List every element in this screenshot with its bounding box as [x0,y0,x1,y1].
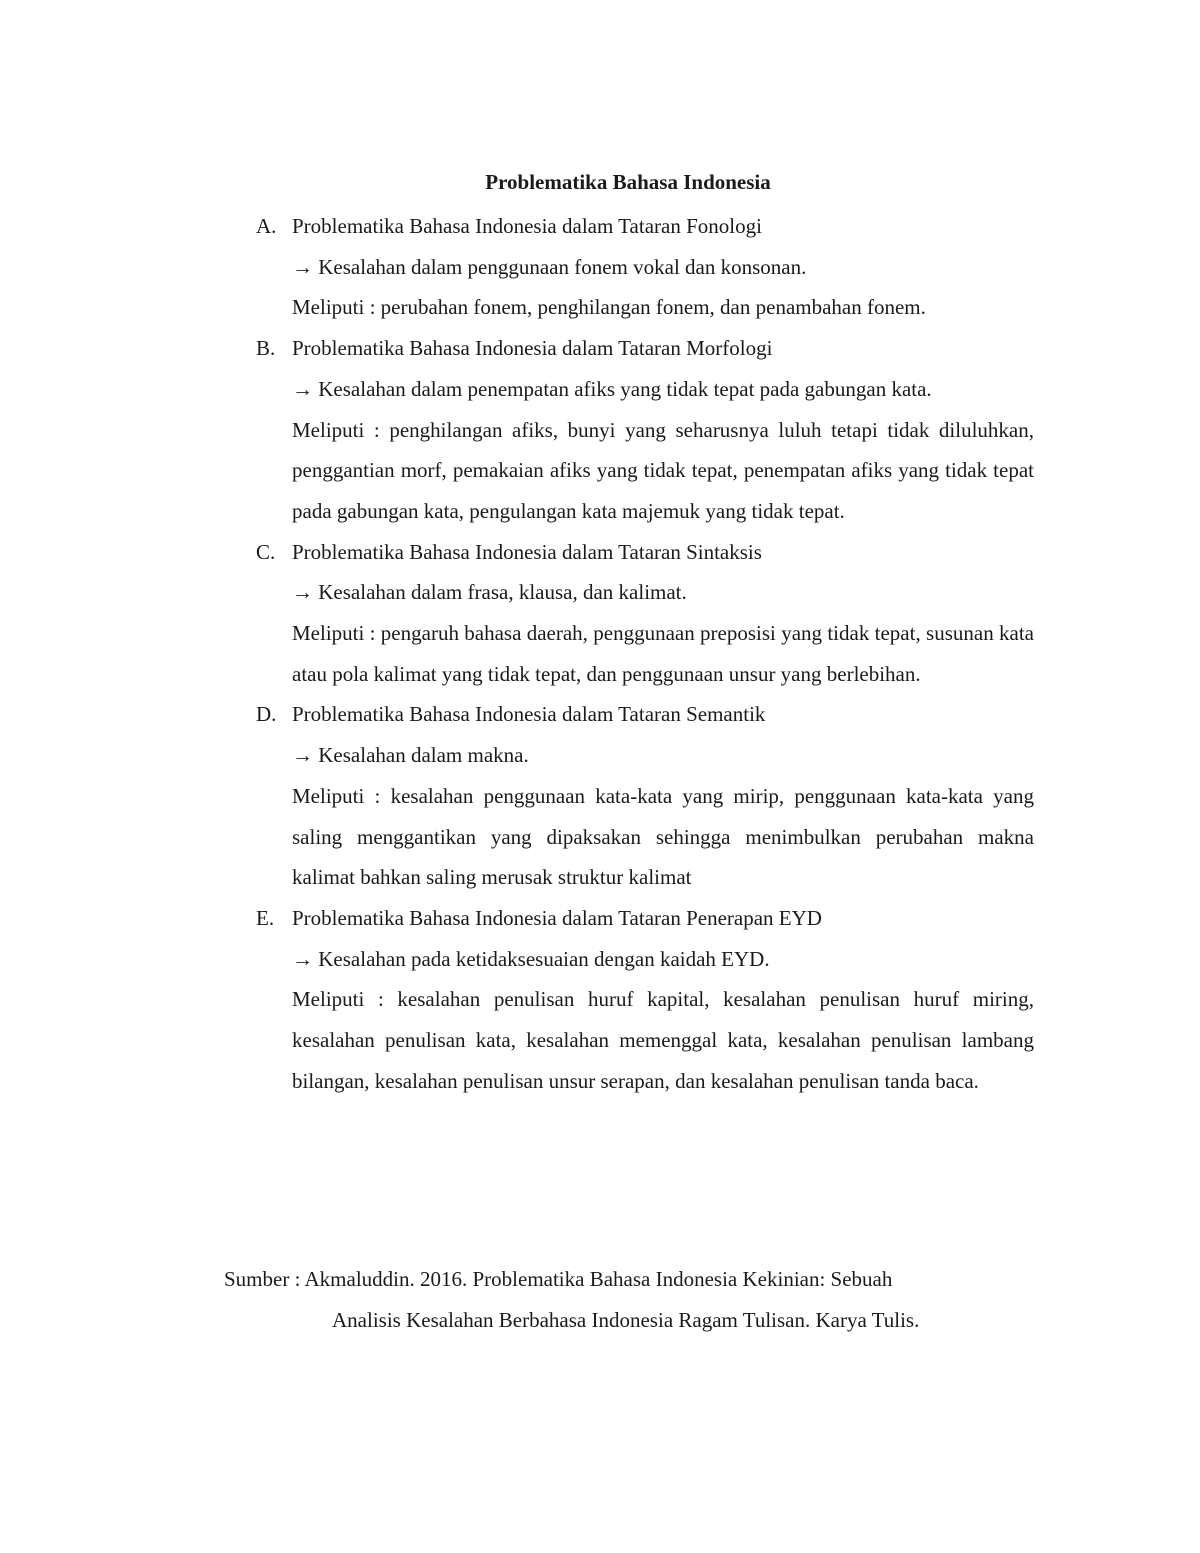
section-a [256,206,1034,328]
section-heading: Problematika Bahasa Indonesia dalam Tataran Morfologi [292,336,773,361]
section-heading: Problematika Bahasa Indonesia dalam Tataran Penerapan EYD [292,905,822,930]
section-letter: A. [256,214,277,238]
source-first-line: Sumber : Akmaluddin. 2016. Problematika Bahasa Indonesia Kekinian: Sebuah [224,1267,893,1291]
section-arrow-text: → Kesalahan dalam penempatan afiks yang tidak tepat pada gabungan kata. [292,376,932,401]
source-citation [224,1259,1034,1341]
section-c [256,532,1034,695]
section-list [256,206,1034,1101]
source-second-line: Analisis Kesalahan Berbahasa Indonesia Ragam Tulisan. Karya Tulis. [332,1308,920,1332]
section-details: Meliputi : kesalahan penulisan huruf kapital, kesalahan penulisan huruf miring, kesalahan penulisan kata, kesalahan memenggal kata, kesalahan penulisan lambang bilangan, kesalahan penulisan unsur serapan, dan kesalahan penulisan tanda baca. [292,987,1034,1093]
section-details: Meliputi : kesalahan penggunaan kata-kata yang mirip, penggunaan kata-kata yang saling menggantikan yang dipaksakan sehingga menimbulkan perubahan makna kalimat bahkan saling merusak struktur kalimat [292,783,1034,890]
section-b [256,328,1034,532]
section-heading: Problematika Bahasa Indonesia dalam Tataran Semantik [292,702,766,727]
section-heading: Problematika Bahasa Indonesia dalam Tataran Fonologi [292,214,762,238]
section-e [256,898,1034,1102]
section-details: Meliputi : penghilangan afiks, bunyi yang seharusnya luluh tetapi tidak diluluhkan, penggantian morf, pemakaian afiks yang tidak tepat, penempatan afiks yang tidak tepat pada gabungan kata, pengulangan kata majemuk yang tidak tepat. [292,417,1034,523]
section-letter: C. [256,539,276,564]
page-title: Problematika Bahasa Indonesia [485,170,771,194]
section-arrow-text: → Kesalahan dalam frasa, klausa, dan kalimat. [292,580,687,605]
section-d [256,694,1034,898]
section-heading: Problematika Bahasa Indonesia dalam Tataran Sintaksis [292,539,762,564]
section-details: Meliputi : pengaruh bahasa daerah, penggunaan preposisi yang tidak tepat, susunan kata atau pola kalimat yang tidak tepat, dan penggunaan unsur yang berlebihan. [292,621,1034,686]
section-arrow-text: → Kesalahan dalam makna. [292,743,529,768]
section-details: Meliputi : perubahan fonem, penghilangan fonem, dan penambahan fonem. [292,295,926,320]
section-letter: E. [256,905,275,930]
section-letter: B. [256,336,276,361]
section-letter: D. [256,702,277,727]
section-arrow-text: → Kesalahan pada ketidaksesuaian dengan kaidah EYD. [292,946,770,971]
section-arrow-text: → Kesalahan dalam penggunaan fonem vokal dan konsonan. [292,254,807,279]
